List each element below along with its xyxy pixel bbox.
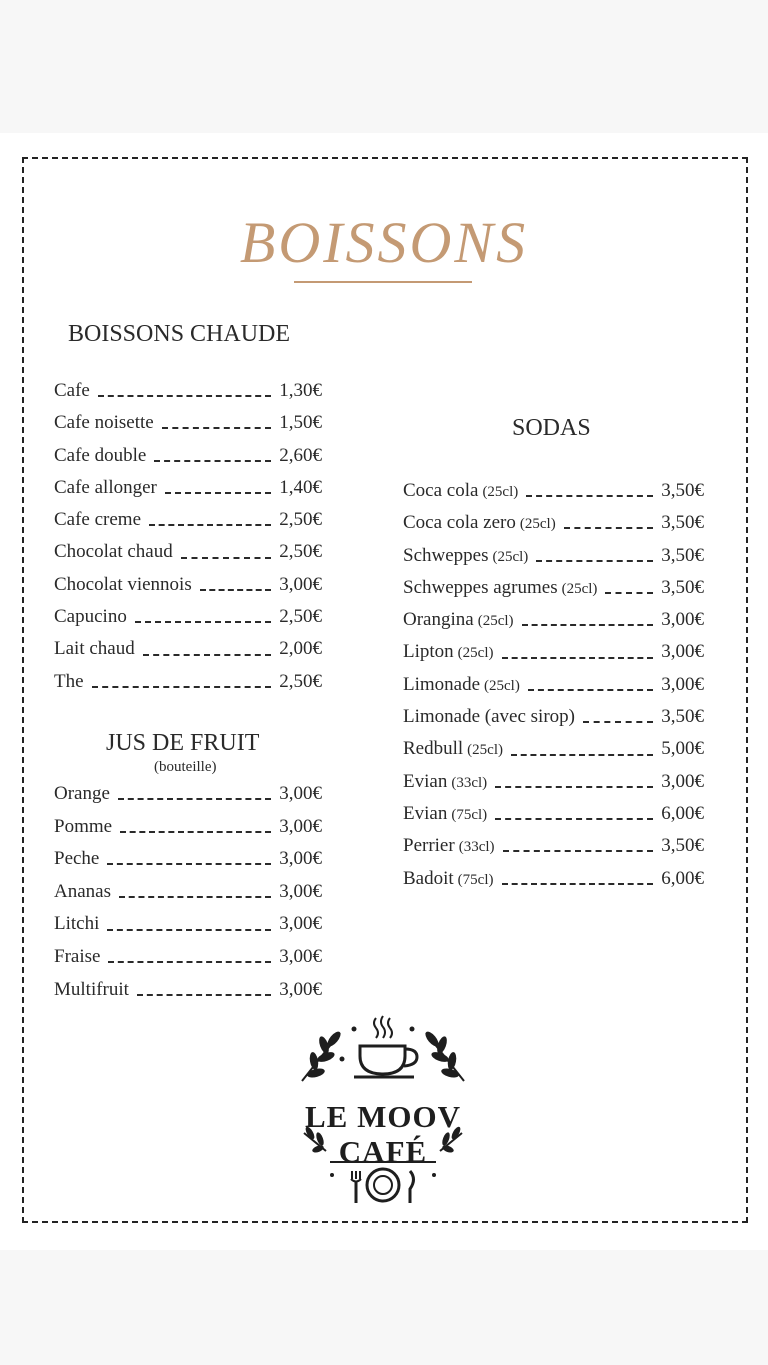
item-name: Evian	[403, 802, 448, 824]
item-name: Fraise	[54, 945, 101, 967]
menu-item-row	[403, 835, 704, 867]
dash-leader	[511, 754, 653, 756]
item-volume: (25cl)	[457, 645, 494, 662]
item-name: Peche	[54, 848, 100, 870]
menu-item-row	[54, 783, 322, 816]
item-name: Schweppes agrumes	[403, 576, 558, 598]
menu-item-row	[54, 380, 322, 412]
dash-leader	[107, 929, 271, 931]
item-price: 3,00€	[661, 641, 704, 663]
item-name: The	[54, 670, 84, 692]
menu-item-row	[54, 412, 322, 444]
fork-plate-knife-icon	[351, 1169, 414, 1203]
item-name: Perrier	[403, 835, 455, 857]
menu-item-row	[403, 674, 704, 706]
logo-line-1: LE MOOV	[305, 1099, 461, 1134]
menu-item-row	[54, 541, 322, 573]
item-price: 2,50€	[279, 606, 322, 628]
item-volume: (25cl)	[561, 580, 598, 597]
item-price: 3,00€	[279, 783, 322, 804]
item-volume: (25cl)	[477, 613, 514, 630]
menu-item-row	[403, 771, 704, 803]
menu-item-row	[54, 574, 322, 606]
item-name: Badoit	[403, 867, 454, 889]
item-name: Capucino	[54, 606, 127, 628]
olive-branch-icon	[302, 1027, 357, 1082]
dash-leader	[118, 798, 271, 800]
juice-note: (bouteille)	[154, 759, 217, 775]
dash-leader	[165, 492, 271, 494]
menu-item-row	[54, 946, 322, 979]
item-name: Multifruit	[54, 978, 129, 1000]
item-name: Ananas	[54, 880, 111, 902]
item-price: 1,30€	[279, 380, 322, 401]
item-price: 3,00€	[661, 609, 704, 631]
item-name: Cafe noisette	[54, 412, 154, 434]
menu-item-row	[54, 848, 322, 881]
item-name: Limonade (avec sirop)	[403, 706, 575, 728]
item-name: Orangina	[403, 609, 474, 631]
item-price: 3,00€	[279, 573, 322, 595]
item-name: Cafe creme	[54, 509, 142, 531]
item-name: Redbull	[403, 738, 464, 760]
item-price: 3,00€	[279, 880, 322, 902]
item-price: 3,00€	[661, 770, 704, 792]
dash-leader	[137, 994, 271, 996]
item-volume: (25cl)	[492, 548, 529, 565]
item-price: 6,00€	[661, 802, 704, 824]
item-price: 3,00€	[279, 978, 322, 1000]
dash-leader	[135, 621, 271, 623]
juice-list	[54, 783, 322, 1011]
dash-leader	[98, 395, 271, 397]
dash-leader	[149, 524, 271, 526]
item-volume: (25cl)	[467, 742, 503, 759]
dash-leader	[502, 883, 654, 885]
item-volume: (33cl)	[458, 839, 495, 856]
title-underline	[294, 281, 472, 283]
sodas-heading: SODAS	[512, 415, 591, 441]
item-name: Lait chaud	[54, 638, 135, 660]
item-price: 3,00€	[279, 848, 322, 870]
item-price: 2,60€	[279, 444, 322, 466]
menu-item-row	[54, 638, 322, 670]
item-price: 3,50€	[661, 576, 704, 598]
dash-leader	[583, 721, 653, 723]
item-price: 3,50€	[661, 835, 704, 857]
item-price: 6,00€	[661, 867, 704, 889]
menu-item-row	[403, 803, 704, 835]
dash-leader	[495, 818, 653, 820]
dash-leader	[181, 557, 272, 559]
menu-item-row	[54, 509, 322, 541]
menu-item-row	[403, 512, 704, 544]
dash-leader	[154, 460, 271, 462]
item-name: Cafe	[54, 380, 90, 401]
menu-item-row	[403, 706, 704, 738]
item-price: 2,00€	[279, 638, 322, 660]
item-price: 2,50€	[279, 509, 322, 531]
item-price: 3,50€	[661, 480, 704, 501]
dash-leader	[605, 592, 653, 594]
item-volume: (25cl)	[482, 484, 519, 500]
menu-item-row	[54, 477, 322, 509]
hot-drinks-heading: BOISSONS CHAUDE	[68, 321, 291, 347]
item-name: Cafe double	[54, 444, 147, 466]
le-moov-cafe-logo	[290, 1015, 476, 1211]
item-price: 3,00€	[279, 815, 322, 837]
menu-item-row	[403, 738, 704, 770]
item-price: 3,00€	[279, 913, 322, 935]
item-price: 3,00€	[279, 945, 322, 967]
item-volume: (33cl)	[451, 774, 488, 791]
menu-item-row	[403, 545, 704, 577]
item-volume: (75cl)	[451, 806, 488, 823]
menu-item-row	[403, 868, 704, 900]
menu-item-row	[403, 577, 704, 609]
menu-item-row	[54, 671, 322, 703]
item-name: Cafe allonger	[54, 476, 157, 498]
dash-leader	[107, 863, 271, 865]
dash-leader	[162, 427, 272, 429]
dash-leader	[143, 654, 272, 656]
dash-leader	[108, 961, 271, 963]
hot-drinks-list	[54, 380, 322, 703]
item-name: Schweppes	[403, 544, 489, 566]
item-name: Coca cola zero	[403, 512, 516, 534]
menu-item-row	[54, 445, 322, 477]
menu-item-row	[54, 913, 322, 946]
dash-leader	[495, 786, 653, 788]
menu-item-row	[403, 641, 704, 673]
juice-heading: JUS DE FRUIT	[106, 730, 260, 756]
dash-leader	[119, 896, 271, 898]
item-price: 3,00€	[661, 673, 704, 695]
logo-line-2: CAFÉ	[338, 1134, 428, 1169]
item-price: 5,00€	[661, 738, 704, 760]
item-volume: (25cl)	[519, 516, 556, 533]
item-price: 3,50€	[661, 512, 704, 534]
dash-leader	[120, 831, 271, 833]
dash-leader	[536, 560, 653, 562]
dash-leader	[522, 624, 654, 626]
item-name: Orange	[54, 783, 110, 804]
dash-leader	[502, 657, 654, 659]
dash-leader	[200, 589, 272, 591]
menu-item-row	[54, 606, 322, 638]
item-name: Coca cola	[403, 480, 479, 501]
item-name: Chocolat chaud	[54, 541, 173, 563]
dash-leader	[503, 850, 654, 852]
item-price: 3,50€	[661, 544, 704, 566]
item-name: Limonade	[403, 673, 481, 695]
dash-leader	[564, 527, 654, 529]
menu-item-row	[403, 480, 704, 512]
steam-icon	[374, 1016, 392, 1038]
item-name: Evian	[403, 770, 448, 792]
dash-leader	[92, 686, 272, 688]
item-price: 3,50€	[661, 706, 704, 728]
item-volume: (75cl)	[457, 871, 494, 888]
item-name: Chocolat viennois	[54, 573, 192, 595]
item-name: Lipton	[403, 641, 454, 663]
menu-item-row	[54, 816, 322, 849]
dash-leader	[526, 495, 653, 497]
item-price: 1,50€	[279, 412, 322, 434]
page-title: BOISSONS	[239, 210, 529, 275]
item-name: Litchi	[54, 913, 100, 935]
item-price: 2,50€	[279, 670, 322, 692]
sodas-list	[403, 480, 704, 900]
item-name: Pomme	[54, 815, 113, 837]
item-volume: (25cl)	[484, 677, 520, 694]
menu-item-row	[54, 979, 322, 1012]
menu-item-row	[403, 609, 704, 641]
menu-item-row	[54, 881, 322, 914]
item-price: 1,40€	[279, 476, 322, 498]
coffee-cup-icon	[354, 1046, 417, 1077]
item-price: 2,50€	[279, 541, 322, 563]
dash-leader	[528, 689, 653, 691]
